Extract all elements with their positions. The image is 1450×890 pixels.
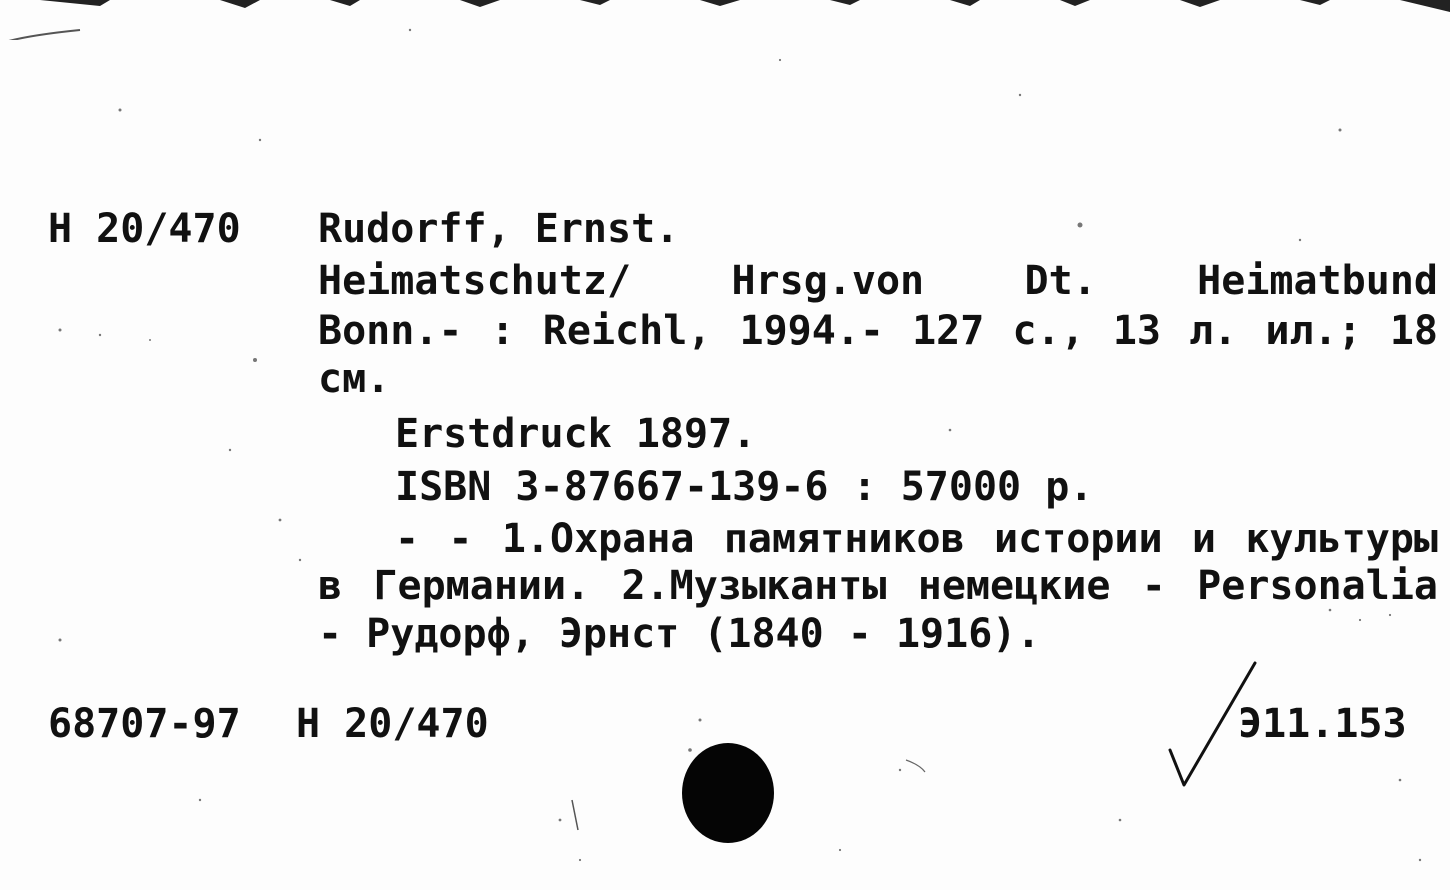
size-unit: см. bbox=[318, 356, 391, 402]
subject-heading-line-2: в Германии. 2.Музыканты немецкие - Personalia bbox=[318, 563, 1438, 609]
accession-number: 68707-97 bbox=[48, 701, 241, 747]
isbn-price: ISBN 3-87667-139-6 : 57000 р. bbox=[395, 464, 1094, 510]
edition-note: Erstdruck 1897. bbox=[395, 411, 757, 457]
shelf-mark-bottom: H 20/470 bbox=[296, 701, 489, 747]
author-heading: Rudorff, Ernst. bbox=[318, 206, 680, 252]
punch-hole bbox=[682, 743, 774, 843]
title-statement: Heimatschutz/ Hrsg.von Dt. Heimatbund bbox=[318, 258, 1438, 304]
publication-statement: Bonn.- : Reichl, 1994.- 127 с., 13 л. ил.; 18 bbox=[318, 308, 1438, 354]
subject-heading-line-3: - Рудорф, Эрнст (1840 - 1916). bbox=[318, 611, 1041, 657]
checkmark-icon bbox=[1160, 655, 1270, 795]
shelf-mark: H 20/470 bbox=[48, 206, 241, 252]
subject-heading-line-1: - - 1.Охрана памятников истории и культуры bbox=[395, 516, 1438, 562]
classification-number: Э11.153 bbox=[1238, 701, 1407, 747]
